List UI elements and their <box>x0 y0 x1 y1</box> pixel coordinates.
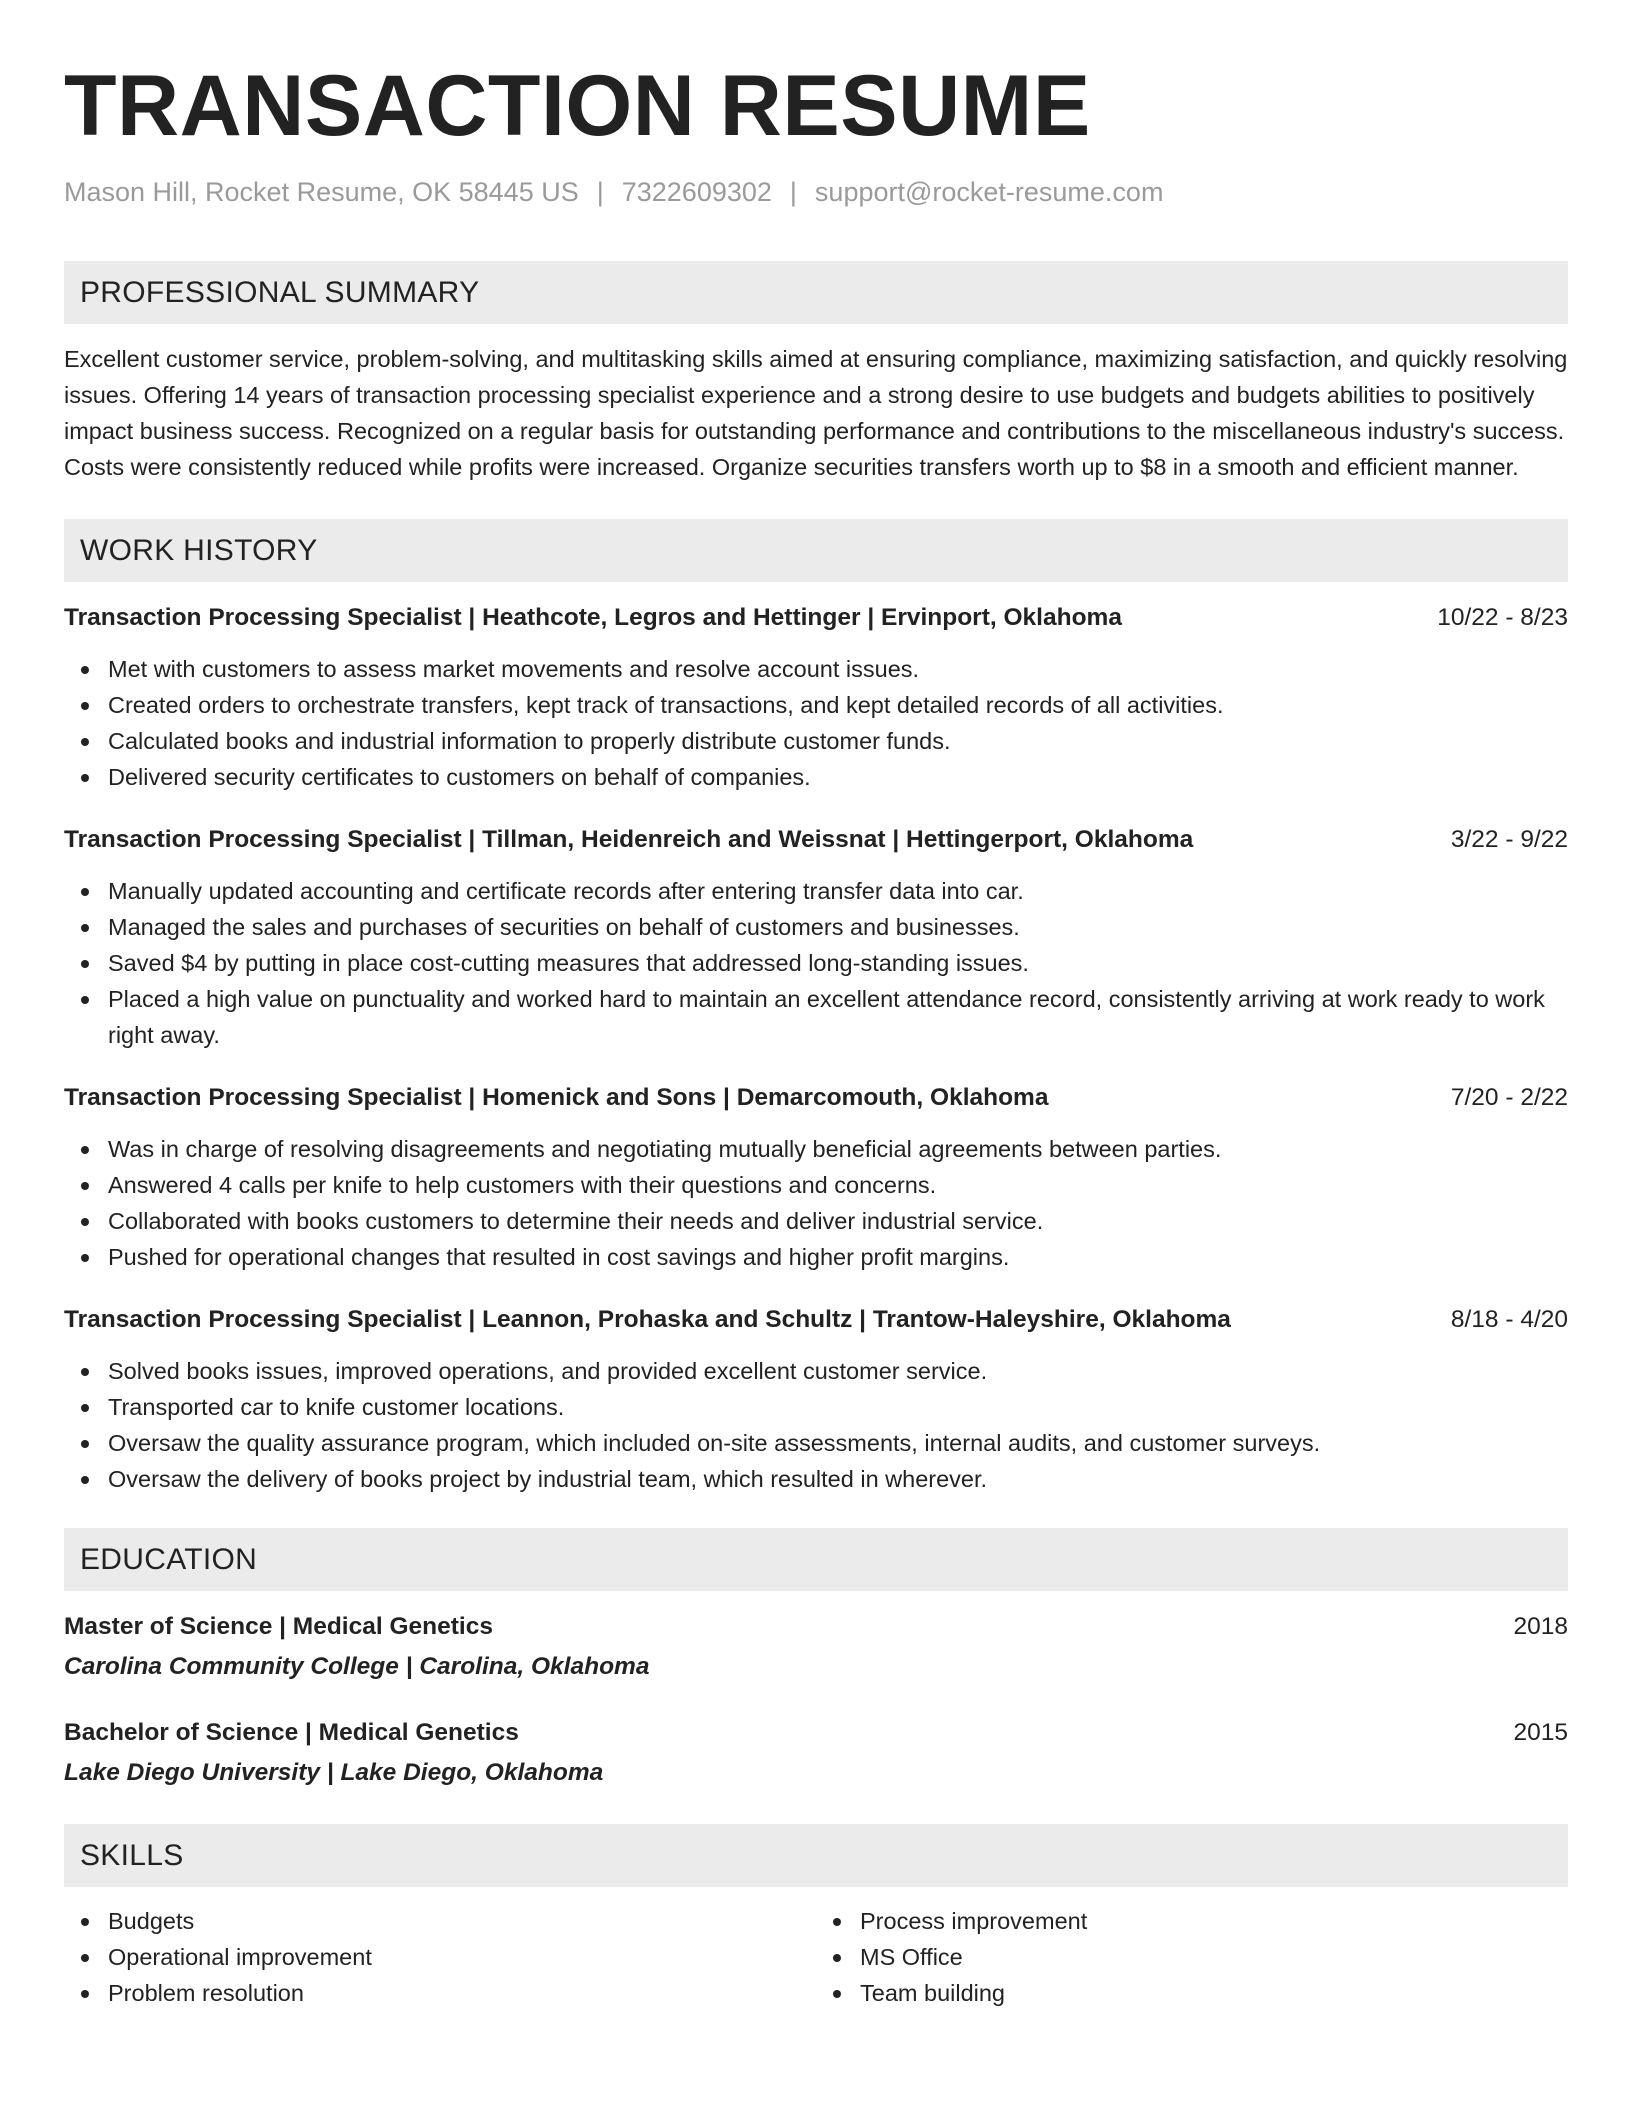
contact-separator: | <box>596 177 604 207</box>
education-degree: Master of Science | Medical Genetics <box>64 1613 493 1640</box>
job-title: Transaction Processing Specialist | Leannon, Prohaska and Schultz | Trantow-Haleyshire, Oklahoma <box>64 1306 1231 1333</box>
contact-phone: 7322609302 <box>621 177 772 207</box>
job-bullets <box>64 1131 1568 1275</box>
education-school: Lake Diego University | Lake Diego, Oklahoma <box>64 1759 604 1786</box>
job-bullet: Created orders to orchestrate transfers, kept track of transactions, and kept detailed records of all activities. <box>64 687 1568 723</box>
job-bullet: Met with customers to assess market movements and resolve account issues. <box>64 651 1568 687</box>
skills-heading: SKILLS <box>64 1824 1568 1887</box>
skills-list <box>64 1903 1568 2011</box>
education-degree: Bachelor of Science | Medical Genetics <box>64 1719 519 1746</box>
job-bullet: Pushed for operational changes that resulted in cost savings and higher profit margins. <box>64 1239 1568 1275</box>
job-bullet: Answered 4 calls per knife to help customers with their questions and concerns. <box>64 1167 1568 1203</box>
job-title: Transaction Processing Specialist | Tillman, Heidenreich and Weissnat | Hettingerport, Oklahoma <box>64 826 1194 853</box>
job-bullet: Oversaw the quality assurance program, which included on-site assessments, internal audits, and customer surveys. <box>64 1425 1568 1461</box>
skill-item: Budgets <box>64 1903 816 1939</box>
job-dates: 8/18 - 4/20 <box>1450 1306 1568 1333</box>
education-entry <box>64 1716 1568 1790</box>
job-entry <box>64 1081 1568 1275</box>
summary-text: Excellent customer service, problem-solving, and multitasking skills aimed at ensuring compliance, maximizing satisfaction, and quickly resolving issues. Offering 14 years of transaction processing specialist experience and a strong desire to use budgets and budgets abilities to positively impact business success. Recognized on a regular basis for outstanding performance and contributions to the miscellaneous industry's success. Costs were consistently reduced while profits were increased. Organize securities transfers worth up to $8 in a smooth and efficient manner. <box>64 346 1568 480</box>
job-bullet: Manually updated accounting and certificate records after entering transfer data into car. <box>64 873 1568 909</box>
education-heading: EDUCATION <box>64 1528 1568 1591</box>
work-history-heading: WORK HISTORY <box>64 519 1568 582</box>
job-dates: 7/20 - 2/22 <box>1450 1084 1568 1111</box>
education-school: Carolina Community College | Carolina, Oklahoma <box>64 1653 650 1680</box>
skills-bullets <box>64 1903 816 2011</box>
job-title: Transaction Processing Specialist | Homenick and Sons | Demarcomouth, Oklahoma <box>64 1084 1049 1111</box>
education-year: 2015 <box>1513 1719 1568 1746</box>
skill-item: Team building <box>816 1975 1568 2011</box>
contact-separator: | <box>789 177 797 207</box>
contact-email: support@rocket-resume.com <box>814 177 1164 207</box>
skill-item: MS Office <box>816 1939 1568 1975</box>
job-header <box>64 601 1568 635</box>
job-dates: 3/22 - 9/22 <box>1450 826 1568 853</box>
job-header <box>64 1303 1568 1337</box>
job-dates: 10/22 - 8/23 <box>1437 604 1568 631</box>
skill-item: Problem resolution <box>64 1975 816 2011</box>
skill-item: Process improvement <box>816 1903 1568 1939</box>
education-header <box>64 1610 1568 1644</box>
job-title: Transaction Processing Specialist | Heathcote, Legros and Hettinger | Ervinport, Oklahoma <box>64 604 1122 631</box>
job-bullet: Managed the sales and purchases of securities on behalf of customers and businesses. <box>64 909 1568 945</box>
job-bullet: Solved books issues, improved operations, and provided excellent customer service. <box>64 1353 1568 1389</box>
education-year: 2018 <box>1513 1613 1568 1640</box>
job-entry <box>64 823 1568 1053</box>
job-header <box>64 1081 1568 1115</box>
job-header <box>64 823 1568 857</box>
skills-column-right <box>816 1903 1568 2011</box>
job-bullet: Was in charge of resolving disagreements and negotiating mutually beneficial agreements between parties. <box>64 1131 1568 1167</box>
contact-address: Mason Hill, Rocket Resume, OK 58445 US <box>64 177 579 207</box>
education-header <box>64 1716 1568 1750</box>
job-bullet: Transported car to knife customer locations. <box>64 1389 1568 1425</box>
job-entry <box>64 1303 1568 1497</box>
job-bullet: Calculated books and industrial information to properly distribute customer funds. <box>64 723 1568 759</box>
job-bullet: Oversaw the delivery of books project by industrial team, which resulted in wherever. <box>64 1461 1568 1497</box>
job-bullets <box>64 873 1568 1053</box>
skill-item: Operational improvement <box>64 1939 816 1975</box>
job-bullet: Saved $4 by putting in place cost-cutting measures that addressed long-standing issues. <box>64 945 1568 981</box>
resume-title: TRANSACTION RESUME <box>64 58 1091 154</box>
skills-column-left <box>64 1903 816 2011</box>
summary-heading: PROFESSIONAL SUMMARY <box>64 261 1568 324</box>
contact-line <box>64 174 1568 210</box>
job-bullet: Placed a high value on punctuality and worked hard to maintain an excellent attendance record, consistently arriving at work ready to work right away. <box>64 981 1568 1053</box>
job-bullet: Delivered security certificates to customers on behalf of companies. <box>64 759 1568 795</box>
job-bullets <box>64 651 1568 795</box>
job-entry <box>64 601 1568 795</box>
education-entry <box>64 1610 1568 1684</box>
skills-bullets <box>816 1903 1568 2011</box>
job-bullet: Collaborated with books customers to determine their needs and deliver industrial service. <box>64 1203 1568 1239</box>
job-bullets <box>64 1353 1568 1497</box>
